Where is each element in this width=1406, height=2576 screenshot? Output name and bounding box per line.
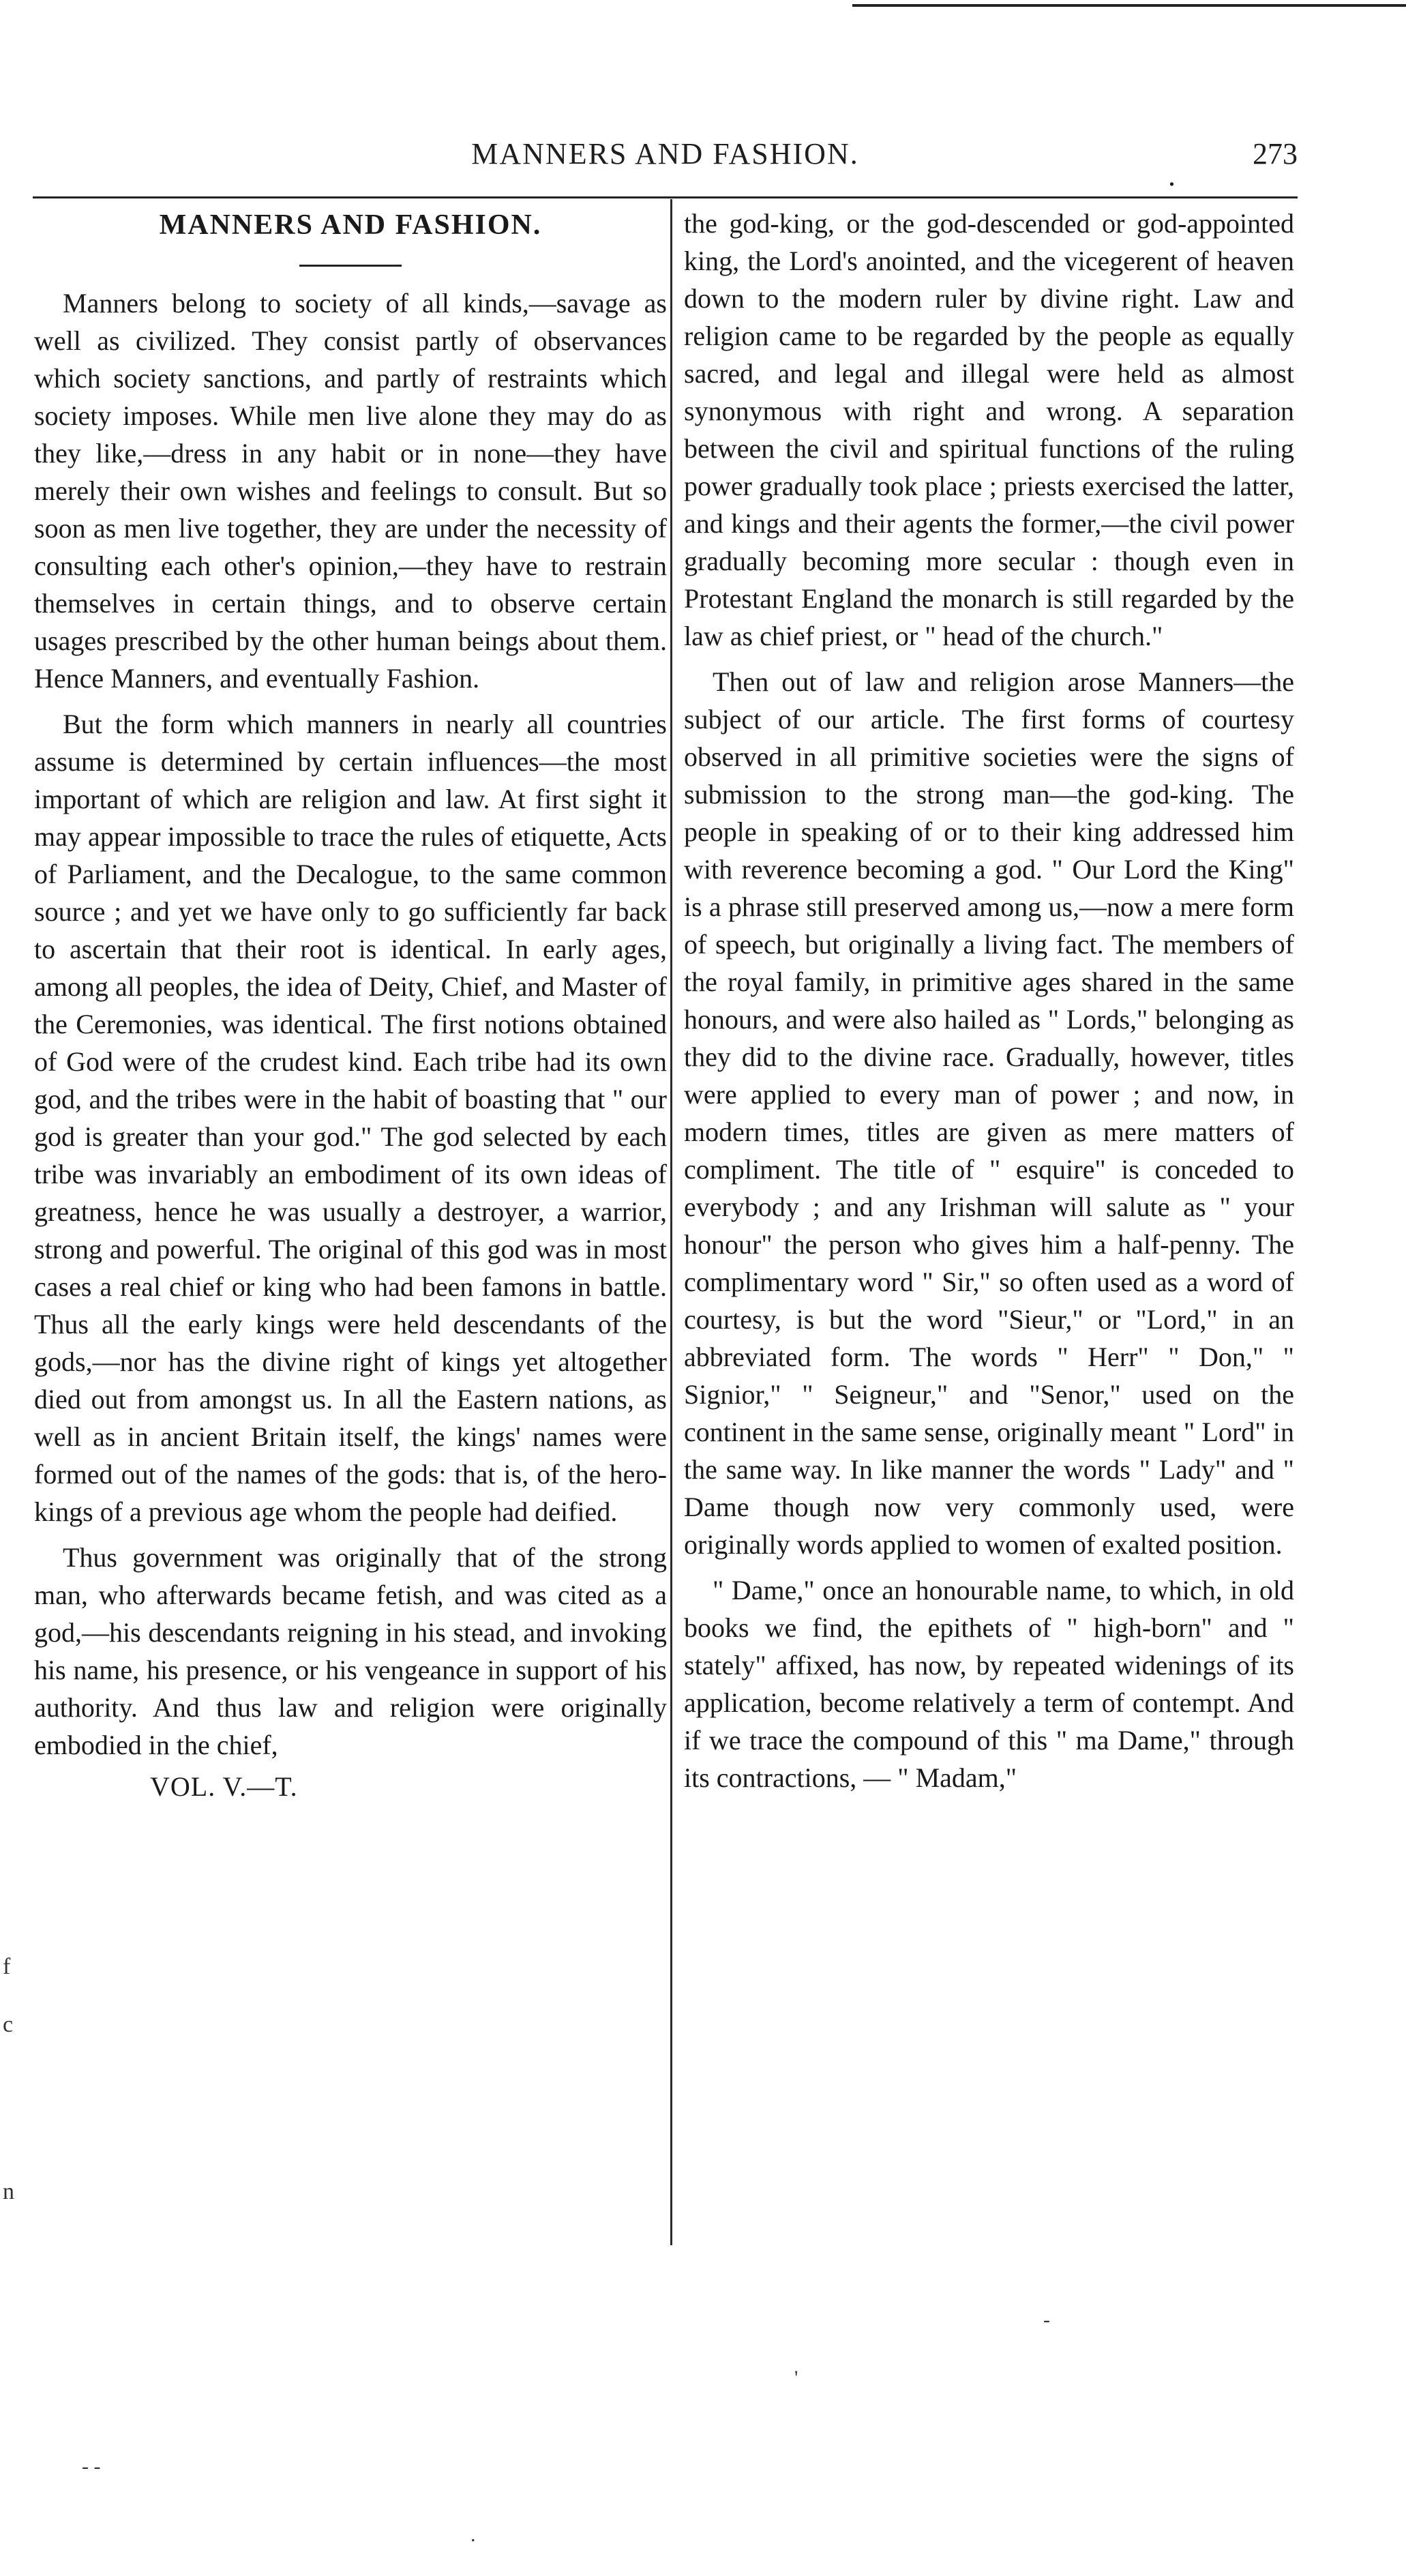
stray-ink-mark: ' — [794, 2367, 798, 2389]
paragraph: Then out of law and religion arose Manners—the subject of our article. The first forms of courtesy observed in all primitive societies were the signs of submission to the strong man—the god-king. The people in speaking of or to their king addressed him with reverence becoming a god. " Our Lord the King" is a phrase still preserved among us,—now a mere form of speech, but originally a living fact. The members of the royal family, in primitive ages shared in the same honours, and were also hailed as " Lords," belonging as they did to the divine race. Gradually, however, titles were applied to every man of power ; and now, in modern times, titles are given as mere matters of compliment. The title of " esquire" is conceded to everybody ; and any Irishman will salute as " your honour" the person who gives him a half-penny. The complimentary word " Sir," so often used as a word of courtesy, is but the word "Sieur," or "Lord," in an abbreviated form. The words " Herr" " Don," " Signior," " Seigneur," and "Senor," used on the continent in the same sense, originally meant " Lord" in the same way. In like manner the words " Lady" and " Dame though now very commonly used, were originally words applied to women of exalted position. — [684, 666, 1294, 1560]
volume-signature: VOL. V.—T. — [150, 1771, 298, 1802]
stray-ink-mark: . — [470, 2523, 476, 2546]
title-rule — [299, 265, 402, 267]
paragraph: But the form which manners in nearly all countries assume is determined by certain influences—the most important of which are religion and law. At first sight it may appear impossible to trace the rules of etiquette, Acts of Parliament, and the Decalogue, to the same common source ; and yet we have only to go sufficiently far back to ascertain that their root is identical. In early ages, among all peoples, the idea of Deity, Chief, and Master of the Ceremonies, was identical. The first notions obtained of God were of the crudest kind. Each tribe had its own god, and the tribes were in the habit of boasting that " our god is greater than your god." The god selected by each tribe was invariably an embodiment of its own ideas of greatness, hence he was usually a destroyer, a warrior, strong and powerful. The original of this god was in most cases a real chief or king who had been famons in battle. Thus all the early kings were held descendants of the gods,—nor has the divine right of kings yet altogether died out from amongst us. In all the Eastern nations, as well as in ancient Britain itself, the kings' names were formed out of the names of the gods: that is, of the hero-kings of a previous age whom the people had deified. — [34, 709, 667, 1527]
page-number: 273 — [1253, 137, 1298, 171]
paragraph: Thus government was originally that of the strong man, who afterwards became fetish, and was cited as a god,—his descendants reigning in his stead, and invoking his name, his presence, or his vengeance in support of his authority. And thus law and religion were originally embodied in the chief, — [34, 1542, 667, 1760]
margin-mark: f — [3, 1954, 11, 1979]
column-divider — [670, 199, 672, 2245]
header-rule — [33, 196, 1298, 198]
header-dot-mark: . — [1168, 159, 1176, 192]
paragraph: Manners belong to society of all kinds,—savage as well as civilized. They consist partly of observances which society sanctions, and partly of restraints which society imposes. While men live alone they may do as they like,—dress in any habit or in none—they have merely their own wishes and feelings to consult. But so soon as men live together, they are under the necessity of consulting each other's opinion,—they have to restrain themselves in certain things, and to observe certain usages prescribed by the other human beings about them. Hence Manners, and eventually Fashion. — [34, 288, 667, 694]
stray-ink-mark: - - — [82, 2455, 101, 2478]
top-edge-rule — [852, 4, 1406, 7]
paragraph: " Dame," once an honourable name, to which, in old books we find, the epithets of " high-born" and " stately" affixed, has now, by repeated widenings of its application, become relatively a term of contempt. And if we trace the compound of this " ma Dame," through its contractions, — " Madam," — [684, 1575, 1294, 1793]
right-column — [684, 205, 1294, 1796]
stray-ink-mark: - — [1043, 2309, 1050, 2331]
article-title: MANNERS AND FASHION. — [159, 209, 542, 241]
margin-mark: n — [3, 2179, 14, 2204]
page-header — [33, 136, 1298, 192]
running-title: MANNERS AND FASHION. — [471, 137, 859, 171]
margin-mark: c — [3, 2012, 14, 2037]
left-column — [34, 205, 667, 1805]
paragraph: the god-king, or the god-descended or god-appointed king, the Lord's anointed, and the vicegerent of heaven down to the modern ruler by divine right. Law and religion came to be regarded by the people as equally sacred, and legal and illegal were held as almost synonymous with right and wrong. A separation between the civil and spiritual functions of the ruling power gradually took place ; priests exercised the latter, and kings and their agents the former,—the civil power gradually becoming more secular : though even in Protestant England the monarch is still regarded by the law as chief priest, or " head of the church." — [684, 208, 1294, 651]
